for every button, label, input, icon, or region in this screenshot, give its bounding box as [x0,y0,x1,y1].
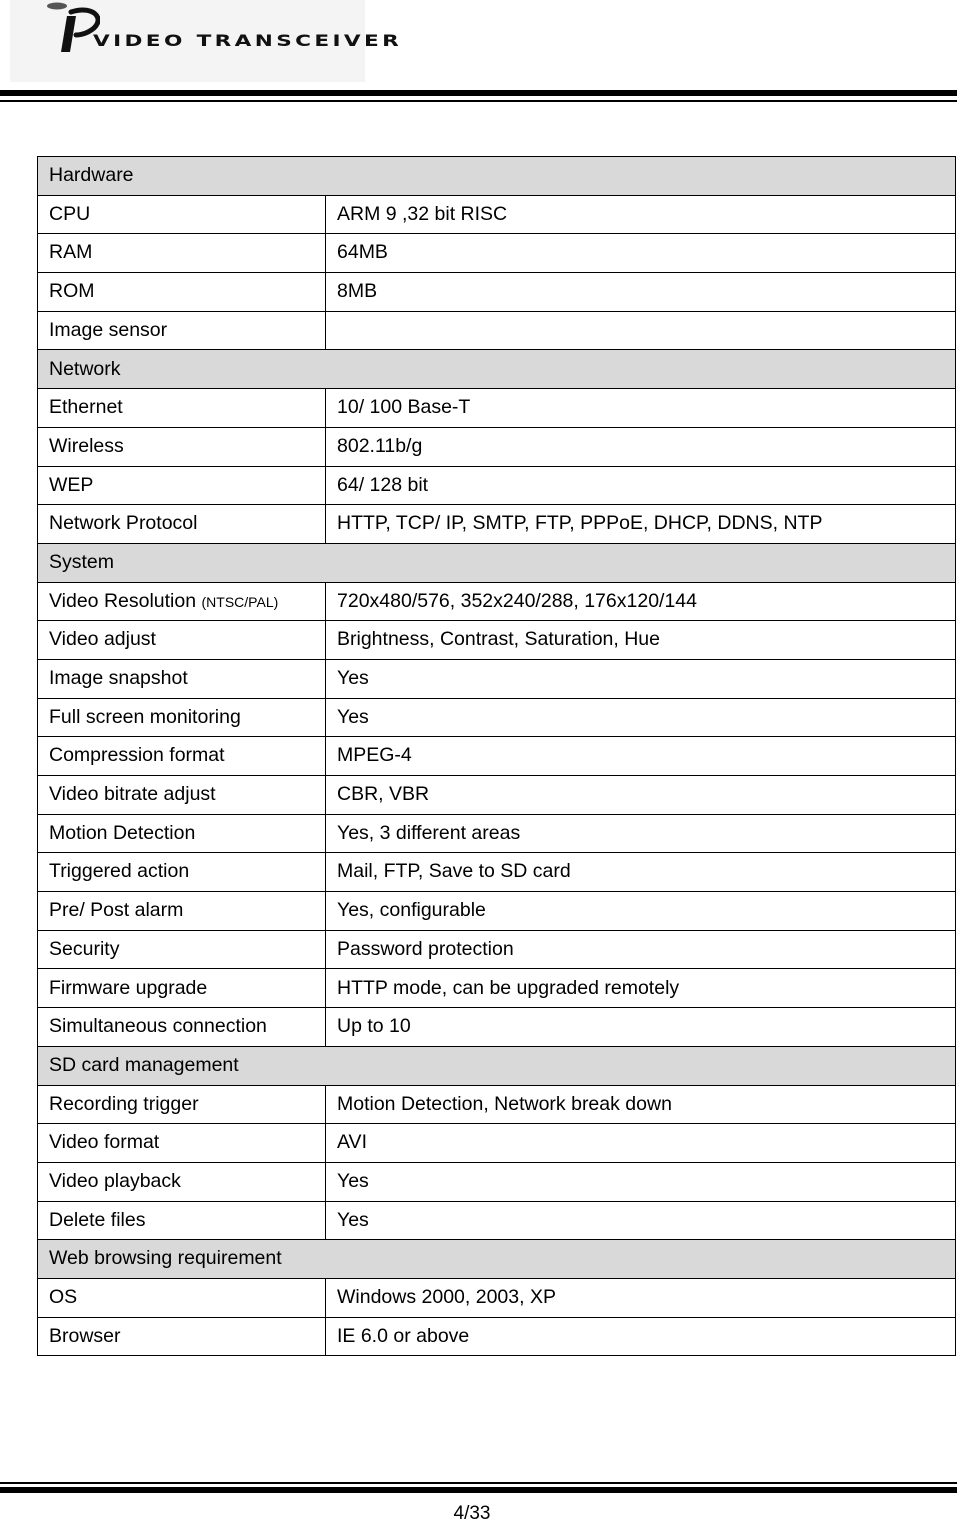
spec-label-cell [38,969,326,1008]
spec-label: Ethernet [49,396,123,419]
header-rule-thick [0,90,957,96]
table-row [38,1008,956,1047]
spec-label-cell [38,466,326,505]
section-title: Hardware [38,157,956,196]
spec-label-cell [38,776,326,815]
section-header-row [38,543,956,582]
table-row [38,698,956,737]
spec-value: 720x480/576, 352x240/288, 176x120/144 [326,582,956,621]
spec-value: AVI [326,1124,956,1163]
spec-label: RAM [49,241,93,264]
spec-label: Delete files [49,1208,146,1231]
spec-label-cell [38,621,326,660]
spec-label: Security [49,937,120,960]
spec-label-note: (NTSC/PAL) [201,593,279,610]
table-row [38,814,956,853]
table-row [38,1317,956,1356]
spec-label: Wireless [49,434,124,457]
footer-rule-thin [0,1482,957,1484]
spec-label: WEP [49,473,94,496]
logo-wordmark: VIDEO TRANSCEIVER [93,31,403,50]
spec-value: Yes [326,698,956,737]
spec-value: MPEG-4 [326,737,956,776]
section-title: Web browsing requirement [38,1240,956,1279]
table-row [38,853,956,892]
spec-label-cell [38,389,326,428]
spec-label: Compression format [49,744,225,767]
table-row [38,427,956,466]
spec-value: 64MB [326,234,956,273]
spec-value: 8MB [326,273,956,312]
section-header-row [38,1240,956,1279]
table-row [38,1162,956,1201]
spec-label: Video bitrate adjust [49,783,216,806]
section-header-row [38,1046,956,1085]
table-row [38,776,956,815]
spec-value: ARM 9 ,32 bit RISC [326,195,956,234]
spec-label: Image sensor [49,318,168,341]
spec-label-cell [38,427,326,466]
spec-label: Pre/ Post alarm [49,899,184,922]
spec-label: Video format [49,1131,160,1154]
table-row [38,930,956,969]
spec-value: Brightness, Contrast, Saturation, Hue [326,621,956,660]
specification-table [37,156,956,1356]
section-header-row [38,157,956,196]
spec-label: Firmware upgrade [49,976,208,999]
footer-rule-thick [0,1487,957,1493]
spec-label: Triggered action [49,860,190,883]
table-row [38,582,956,621]
spec-label-cell [38,930,326,969]
table-row [38,195,956,234]
spec-value: Yes [326,1201,956,1240]
spec-label: OS [49,1286,78,1309]
table-row [38,1085,956,1124]
spec-label-cell [38,853,326,892]
spec-label: Image snapshot [49,667,188,690]
spec-label-cell [38,1008,326,1047]
spec-value: Yes, configurable [326,892,956,931]
spec-value: Mail, FTP, Save to SD card [326,853,956,892]
table-row [38,273,956,312]
table-row [38,466,956,505]
spec-label-cell [38,582,326,621]
spec-label-cell [38,505,326,544]
spec-label-cell [38,273,326,312]
spec-label-cell [38,1201,326,1240]
section-title: Network [38,350,956,389]
table-row [38,311,956,350]
table-row [38,234,956,273]
spec-label-cell [38,1317,326,1356]
table-row [38,505,956,544]
table-row [38,1201,956,1240]
spec-label-cell [38,1162,326,1201]
spec-label: Browser [49,1324,121,1347]
table-row [38,892,956,931]
spec-label: Full screen monitoring [49,705,241,728]
spec-value: HTTP mode, can be upgraded remotely [326,969,956,1008]
spec-label-cell [38,698,326,737]
table-row [38,389,956,428]
spec-value: 802.11b/g [326,427,956,466]
spec-value: Password protection [326,930,956,969]
ip-logo-mark-icon [10,0,100,82]
spec-label: Video Resolution [49,589,197,612]
spec-value: Up to 10 [326,1008,956,1047]
spec-label-cell [38,1278,326,1317]
table-row [38,621,956,660]
section-title: SD card management [38,1046,956,1085]
table-row [38,1124,956,1163]
spec-label-cell [38,311,326,350]
spec-label: CPU [49,202,91,225]
table-row [38,969,956,1008]
spec-label: Recording trigger [49,1092,199,1115]
table-row [38,1278,956,1317]
spec-label: Video adjust [49,628,156,651]
spec-label-cell [38,659,326,698]
spec-value: Windows 2000, 2003, XP [326,1278,956,1317]
spec-label: Network Protocol [49,512,198,535]
spec-value: Yes, 3 different areas [326,814,956,853]
spec-label-cell [38,892,326,931]
spec-label: Simultaneous connection [49,1015,267,1038]
spec-value: Yes [326,659,956,698]
spec-label-cell [38,195,326,234]
spec-label: ROM [49,280,95,303]
header-rule-thin [0,100,957,102]
spec-label-cell [38,234,326,273]
spec-value: IE 6.0 or above [326,1317,956,1356]
page-number: 4/33 [453,1503,491,1524]
spec-label-cell [38,1124,326,1163]
company-logo [10,0,403,82]
table-row [38,737,956,776]
section-title: System [38,543,956,582]
spec-value: 10/ 100 Base-T [326,389,956,428]
section-header-row [38,350,956,389]
spec-value: Yes [326,1162,956,1201]
spec-label-cell [38,1085,326,1124]
spec-value: CBR, VBR [326,776,956,815]
spec-value: HTTP, TCP/ IP, SMTP, FTP, PPPoE, DHCP, DDNS, NTP [326,505,956,544]
spec-value [326,311,956,350]
spec-value: 64/ 128 bit [326,466,956,505]
spec-label-cell [38,814,326,853]
table-row [38,659,956,698]
spec-label: Video playback [49,1169,181,1192]
spec-label-cell [38,737,326,776]
spec-label: Motion Detection [49,821,196,844]
spec-value: Motion Detection, Network break down [326,1085,956,1124]
